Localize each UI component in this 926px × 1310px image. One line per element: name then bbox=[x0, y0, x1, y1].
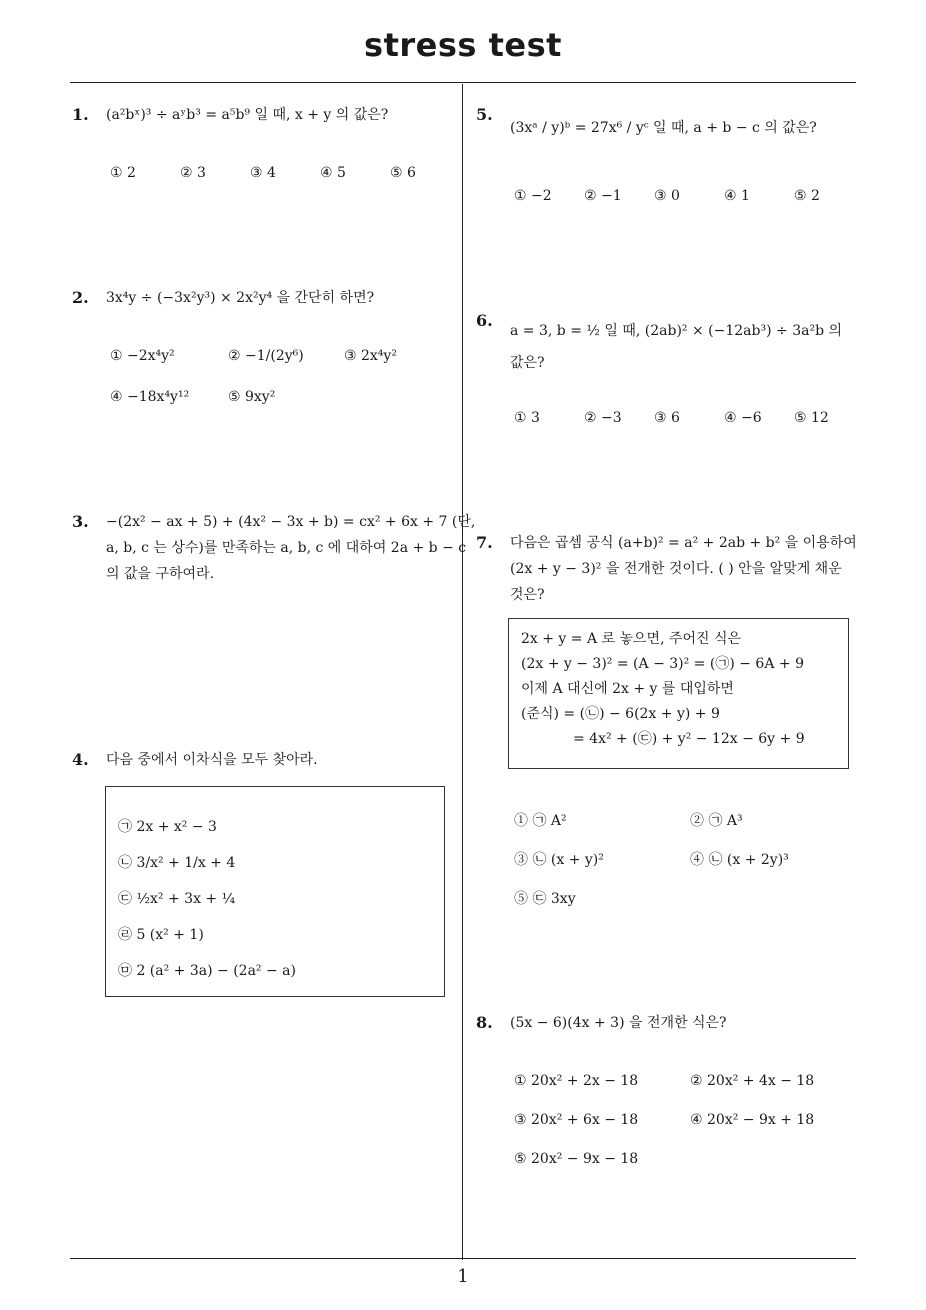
question-number: 1. bbox=[72, 105, 89, 124]
question-stem: (a²bˣ)³ ÷ aʸb³ = a⁵b⁹ 일 때, x + y 의 값은? bbox=[106, 107, 389, 123]
option-5[interactable]: ⑤ 2 bbox=[794, 188, 820, 204]
box-item: ㉣ 5 (x² + 1) bbox=[118, 927, 204, 943]
question-stem: 다음 중에서 이차식을 모두 찾아라. bbox=[106, 752, 318, 768]
question-number: 2. bbox=[72, 288, 89, 307]
box-line: (2x + y − 3)² = (A − 3)² = (㉠) − 6A + 9 bbox=[521, 656, 804, 672]
option-2[interactable]: ② 3 bbox=[180, 165, 206, 181]
question-number: 4. bbox=[72, 750, 89, 769]
option-2[interactable]: ② −1/(2y⁶) bbox=[228, 348, 304, 364]
answer-options bbox=[514, 1107, 814, 1133]
box-line: = 4x² + (㉢) + y² − 12x − 6y + 9 bbox=[573, 731, 805, 747]
question-number: 3. bbox=[72, 512, 89, 531]
answer-options bbox=[514, 847, 789, 873]
option-2[interactable]: ② −3 bbox=[584, 410, 622, 426]
answer-options bbox=[110, 343, 397, 369]
box-item: ㉡ 3/x² + 1/x + 4 bbox=[118, 855, 236, 871]
question-number: 7. bbox=[476, 533, 493, 552]
answer-options bbox=[514, 886, 576, 912]
page-title: stress test bbox=[364, 26, 562, 64]
top-divider bbox=[70, 82, 856, 83]
stem-line: (2x + y − 3)² 을 전개한 것이다. ( ) 안을 알맞게 채운 bbox=[510, 561, 842, 577]
option-3[interactable]: ③ 6 bbox=[654, 410, 680, 426]
box-item: ㉤ 2 (a² + 3a) − (2a² − a) bbox=[118, 963, 296, 979]
option-4[interactable]: ④ 5 bbox=[320, 165, 346, 181]
stem-line: a = 3, b = ½ 일 때, (2ab)² × (−12ab³) ÷ 3a²b 의 bbox=[510, 323, 843, 339]
option-4[interactable]: ④ ㉡ (x + 2y)³ bbox=[690, 852, 789, 868]
option-5[interactable]: ⑤ 9xy² bbox=[228, 389, 276, 405]
option-3[interactable]: ③ 2x⁴y² bbox=[344, 348, 397, 364]
option-1[interactable]: ① −2x⁴y² bbox=[110, 348, 175, 364]
column-divider bbox=[462, 84, 463, 1260]
stem-line: −(2x² − ax + 5) + (4x² − 3x + b) = cx² + 6x + 7 (단, bbox=[106, 514, 476, 530]
option-1[interactable]: ① ㉠ A² bbox=[514, 813, 567, 829]
option-1[interactable]: ① 2 bbox=[110, 165, 136, 181]
option-2[interactable]: ② 20x² + 4x − 18 bbox=[690, 1073, 815, 1089]
answer-options bbox=[514, 808, 743, 834]
stem-line: a, b, c 는 상수)를 만족하는 a, b, c 에 대하여 2a + b − c bbox=[106, 540, 467, 556]
stem-line: 것은? bbox=[510, 587, 545, 603]
question-stem bbox=[510, 315, 842, 379]
box-item: ㉢ ½x² + 3x + ¼ bbox=[118, 891, 236, 907]
box-item: ㉠ 2x + x² − 3 bbox=[118, 819, 217, 835]
option-3[interactable]: ③ ㉡ (x + y)² bbox=[514, 852, 604, 868]
option-5[interactable]: ⑤ 12 bbox=[794, 410, 829, 426]
question-stem: 3x⁴y ÷ (−3x²y³) × 2x²y⁴ 을 간단히 하면? bbox=[106, 290, 375, 306]
option-2[interactable]: ② ㉠ A³ bbox=[690, 813, 743, 829]
option-1[interactable]: ① 3 bbox=[514, 410, 540, 426]
question-number: 6. bbox=[476, 311, 493, 330]
answer-options bbox=[514, 1068, 814, 1094]
answer-options bbox=[110, 384, 275, 410]
question-number: 8. bbox=[476, 1013, 493, 1032]
question-stem: (5x − 6)(4x + 3) 을 전개한 식은? bbox=[510, 1015, 727, 1031]
option-3[interactable]: ③ 0 bbox=[654, 188, 680, 204]
question-stem bbox=[510, 530, 857, 608]
answer-options bbox=[514, 405, 829, 431]
option-4[interactable]: ④ 20x² − 9x + 18 bbox=[690, 1112, 815, 1128]
option-3[interactable]: ③ 20x² + 6x − 18 bbox=[514, 1112, 639, 1128]
answer-options bbox=[110, 160, 416, 186]
option-4[interactable]: ④ −18x⁴y¹² bbox=[110, 389, 190, 405]
box-line: 이제 A 대신에 2x + y 를 대입하면 bbox=[521, 681, 734, 697]
stem-line: 의 값을 구하여라. bbox=[106, 566, 215, 582]
bottom-divider bbox=[70, 1258, 856, 1259]
option-5[interactable]: ⑤ 6 bbox=[390, 165, 416, 181]
answer-options bbox=[514, 183, 820, 209]
question-number: 5. bbox=[476, 105, 493, 124]
stem-line: 다음은 곱셈 공식 (a+b)² = a² + 2ab + b² 을 이용하여 bbox=[510, 535, 857, 551]
stem-line: 값은? bbox=[510, 355, 545, 371]
option-5[interactable]: ⑤ 20x² − 9x − 18 bbox=[514, 1151, 639, 1167]
option-4[interactable]: ④ −6 bbox=[724, 410, 762, 426]
option-3[interactable]: ③ 4 bbox=[250, 165, 276, 181]
derivation-box bbox=[508, 618, 849, 769]
option-1[interactable]: ① −2 bbox=[514, 188, 552, 204]
question-stem bbox=[106, 509, 475, 587]
option-4[interactable]: ④ 1 bbox=[724, 188, 750, 204]
box-line: (준식) = (㉡) − 6(2x + y) + 9 bbox=[521, 706, 720, 722]
option-2[interactable]: ② −1 bbox=[584, 188, 622, 204]
box-line: 2x + y = A 로 놓으면, 주어진 식은 bbox=[521, 631, 742, 647]
expression-box bbox=[105, 786, 445, 997]
question-stem: (3xᵃ / y)ᵇ = 27x⁶ / yᶜ 일 때, a + b − c 의 값은? bbox=[510, 120, 817, 136]
page-number: 1 bbox=[457, 1266, 469, 1287]
option-5[interactable]: ⑤ ㉢ 3xy bbox=[514, 891, 576, 907]
answer-options bbox=[514, 1146, 638, 1172]
option-1[interactable]: ① 20x² + 2x − 18 bbox=[514, 1073, 639, 1089]
